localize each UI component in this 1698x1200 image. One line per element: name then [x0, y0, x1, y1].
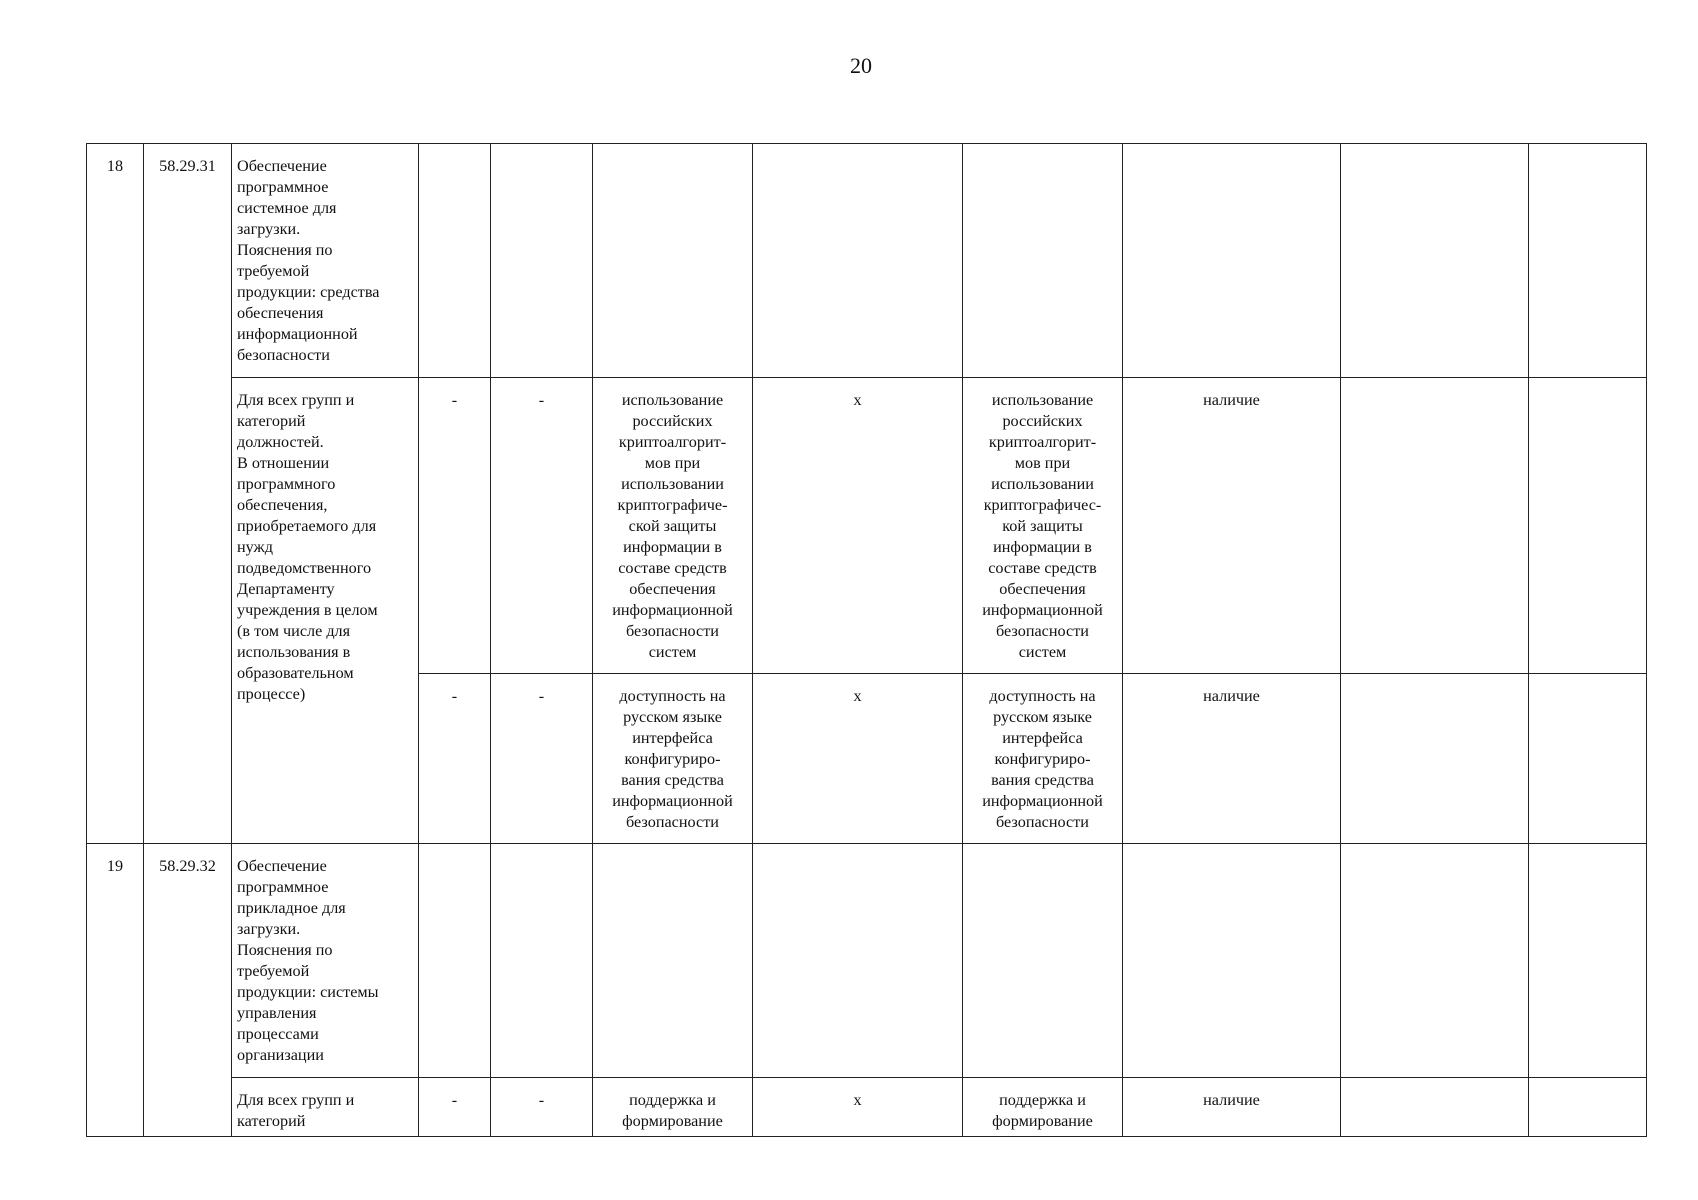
table-row — [87, 1078, 1647, 1137]
characteristic-cell: поддержка и формирование — [593, 1078, 753, 1137]
okpd-code: 58.29.31 — [144, 144, 232, 844]
table-row — [87, 378, 1647, 674]
page-number: 20 — [850, 53, 872, 78]
value-cell: наличие — [1123, 378, 1341, 674]
position-group: Для всех групп и категорий должностей. В отношении программного обеспечения, приобретаемого для нужд подведомственного Департаменту учреждения в целом (в том числе для использования в образовательном процессе) — [232, 378, 419, 844]
row-number: 19 — [87, 844, 144, 1137]
okpd-code: 58.29.32 — [144, 844, 232, 1137]
unit-code-cell: - — [419, 674, 491, 844]
value-cell: х — [753, 1078, 963, 1137]
row-number: 18 — [87, 144, 144, 844]
unit-code-cell: - — [419, 1078, 491, 1137]
table-row — [87, 144, 1647, 378]
requirements-table — [86, 143, 1647, 1137]
characteristic-cell: доступность на русском языке интерфейса конфигуриро- вания средства информационной безопасности — [593, 674, 753, 844]
value-cell: х — [753, 378, 963, 674]
product-name: Обеспечение программное прикладное для загрузки. Пояснения по требуемой продукции: системы управления процессами организации — [232, 844, 419, 1078]
characteristic-cell: использование российских криптоалгорит- мов при использовании криптографиче- ской защиты информации в составе средств обеспечения информационной безопасности систем — [593, 378, 753, 674]
position-group: Для всех групп и категорий — [232, 1078, 419, 1137]
characteristic-cell: доступность на русском языке интерфейса конфигуриро- вания средства информационной безопасности — [963, 674, 1123, 844]
value-cell: х — [753, 674, 963, 844]
characteristic-cell: поддержка и формирование — [963, 1078, 1123, 1137]
unit-name-cell: - — [491, 1078, 593, 1137]
unit-name-cell: - — [491, 378, 593, 674]
table-row — [87, 844, 1647, 1078]
value-cell: наличие — [1123, 1078, 1341, 1137]
characteristic-cell: использование российских криптоалгорит- мов при использовании криптографичес- кой защиты информации в составе средств обеспечения информационной безопасности систем — [963, 378, 1123, 674]
product-name: Обеспечение программное системное для загрузки. Пояснения по требуемой продукции: средства обеспечения информационной безопасности — [232, 144, 419, 378]
unit-name-cell: - — [491, 674, 593, 844]
value-cell: наличие — [1123, 674, 1341, 844]
unit-code-cell: - — [419, 378, 491, 674]
